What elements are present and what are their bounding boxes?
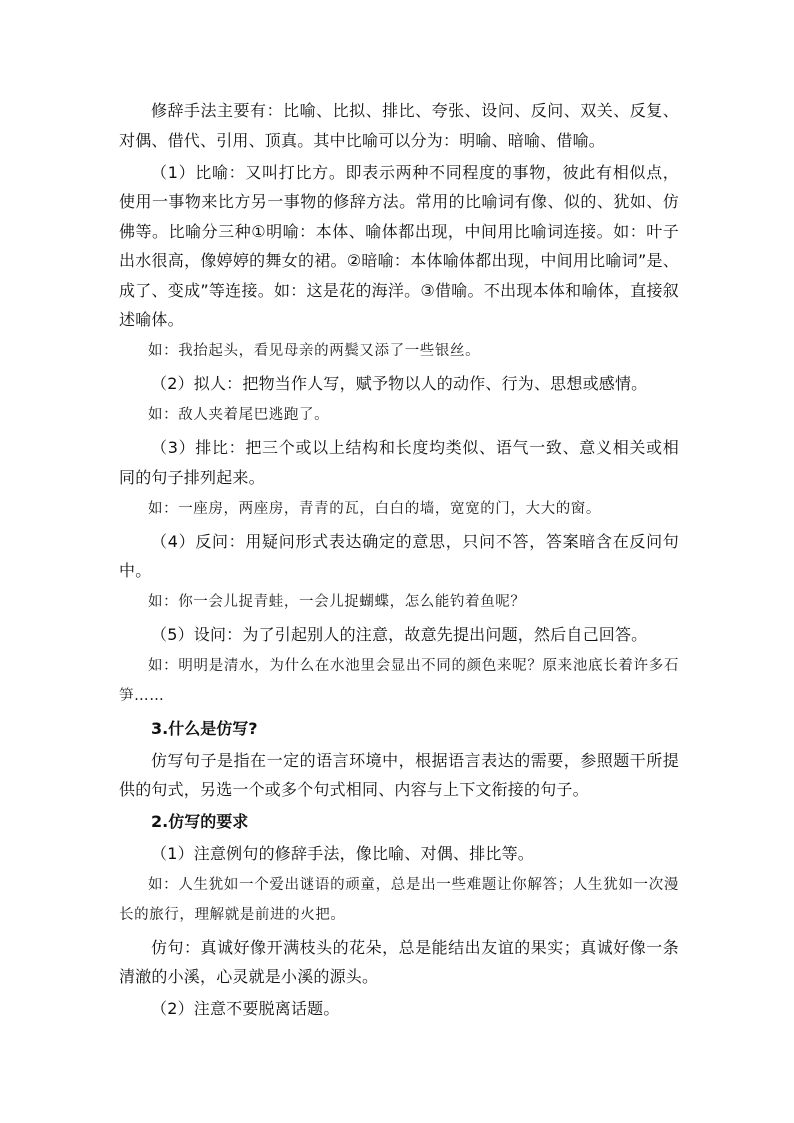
paragraph-imitation-sentence: 仿句：真诚好像开满枝头的花朵，总是能结出友谊的果实；真诚好像一条清澈的小溪，心灵就是小溪的源头。 [119, 937, 679, 986]
example-rhetorical-question: 如：你一会儿捉青蛙，一会儿捉蝴蝶，怎么能钓着鱼呢？ [148, 594, 526, 610]
paragraph-metaphor: （1）比喻：又叫打比方。即表示两种不同程度的事物，彼此有相似点，使用一事物来比方另一事物的修辞方法。常用的比喻词有像、似的、犹如、仿佛等。比喻分三种①明喻：本体、喻体都出现，中间用比喻词连接。如：叶子出水很高，像婷婷的舞女的裙。②暗喻：本体喻体都出现，中间用比喻词”是、成了、变成”等连接。如：这是花的海洋。③借喻。不出现本体和喻体，直接叙述喻体。 [119, 162, 679, 329]
example-requirement-1: 如：人生犹如一个爱出谜语的顽童，总是出一些难题让你解答；人生犹如一次漫长的旅行，理解就是前进的火把。 [119, 877, 679, 923]
heading-what-is-imitation: 3.什么是仿写? [151, 718, 258, 738]
paragraph-parallelism: （3）排比：把三个或以上结构和长度均类似、语气一致、意义相关或相同的句子排列起来。 [119, 438, 679, 487]
example-parallelism: 如：一座房，两座房，青青的瓦，白白的墙，宽宽的门，大大的窗。 [148, 500, 601, 517]
paragraph-requirement-2: （2）注意不要脱离话题。 [151, 999, 340, 1018]
document-body [119, 96, 679, 1026]
paragraph-requirement-1: （1）注意例句的修辞手法，像比喻、对偶、排比等。 [151, 844, 534, 863]
example-personification: 如：敌人夹着尾巴逃跑了。 [148, 407, 330, 423]
paragraph-imitation-definition: 仿写句子是指在一定的语言环境中，根据语言表达的需要，参照题干所提供的句式，另选一个或多个句式相同、内容与上下文衔接的句子。 [119, 750, 679, 799]
paragraph-personification: （2）拟人：把物当作人写，赋予物以人的动作、行为、思想或感情。 [151, 374, 648, 393]
heading-imitation-requirements: 2.仿写的要求 [151, 812, 249, 831]
example-hypophora: 如：明明是清水，为什么在水池里会显出不同的颜色来呢？原来池底长着许多石笋…… [119, 658, 679, 704]
example-metaphor: 如：我抬起头，看见母亲的两鬓又添了一些银丝。 [148, 343, 481, 359]
paragraph-rhetorical-question: （4）反问：用疑问形式表达确定的意思，只问不答，答案暗含在反问句中。 [119, 531, 679, 580]
paragraph-hypophora: （5）设问：为了引起别人的注意，故意先提出问题，然后自己回答。 [151, 625, 648, 644]
paragraph-rhetoric-overview: 修辞手法主要有：比喻、比拟、排比、夸张、设问、反问、双关、反复、对偶、借代、引用、顶真。其中比喻可以分为：明喻、暗喻、借喻。 [119, 101, 679, 150]
